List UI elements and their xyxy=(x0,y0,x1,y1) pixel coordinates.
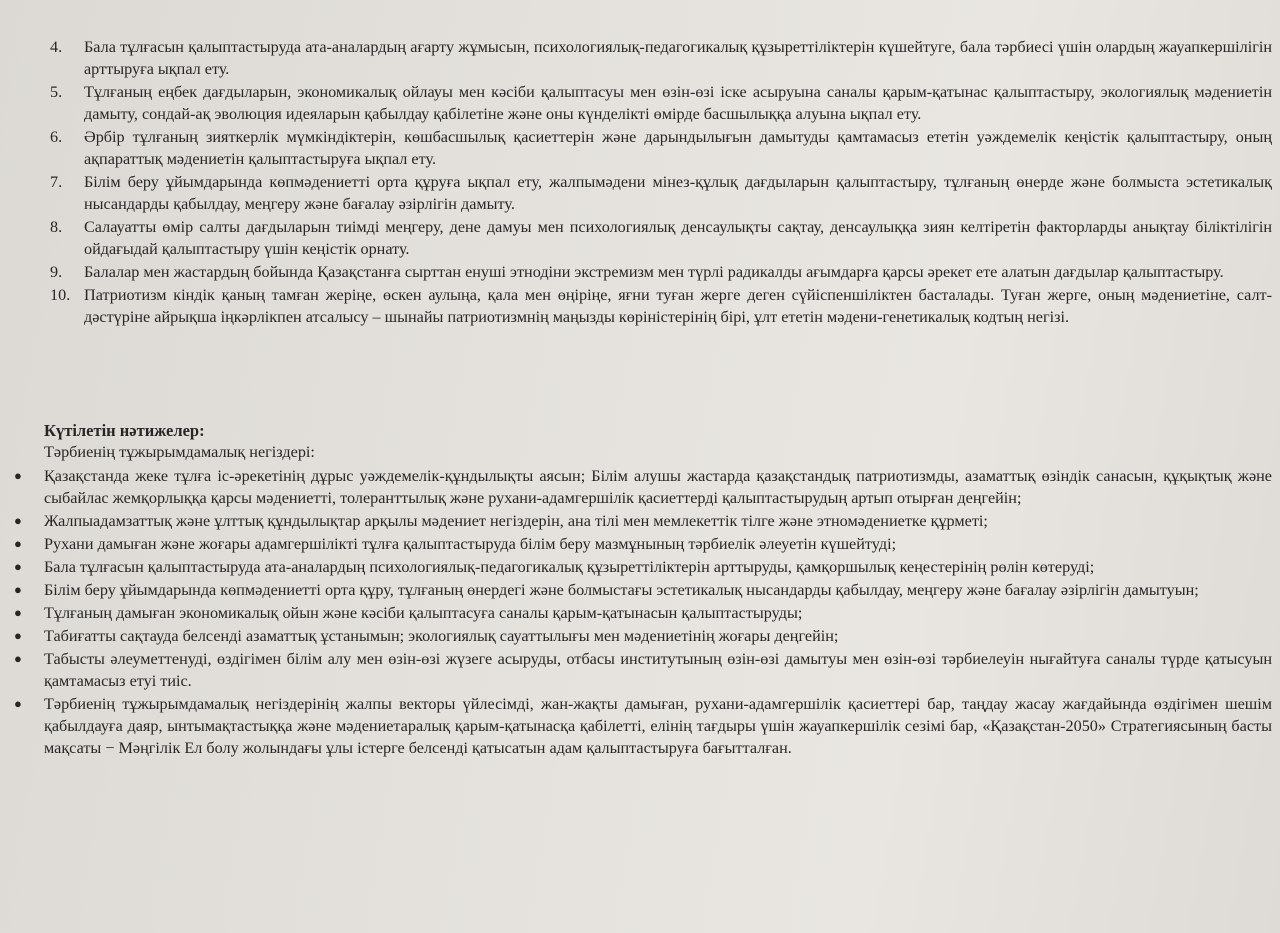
expected-results-section xyxy=(0,420,1272,760)
item-number: 9. xyxy=(50,263,63,281)
list-item xyxy=(50,171,1272,215)
list-item xyxy=(50,126,1272,170)
list-item xyxy=(50,81,1272,125)
bullet-icon: ● xyxy=(14,468,22,483)
item-text: Патриотизм кіндік қаның тамған жеріңе, өскен аулыңа, қала мен өңіріңе, яғни туған жерге деген сүйіспеншіліктен басталады. Туған жерге, оның мәдениетіне, салт-дәстүріне айрықша іңкәрлікпен атсалысу – шынайы патриотизмнің маңызды көріністерінің бірі, ұлт ететін мәдени-генетикалық кодтың негізі. xyxy=(84,286,1272,326)
list-item xyxy=(50,216,1272,260)
bullet-icon: ● xyxy=(14,536,22,551)
bullet-item xyxy=(0,510,1272,532)
bullet-text: Рухани дамыған және жоғары адамгершілікті тұлға қалыптастыруда білім беру мазмұнының тәрбиелік әлеуетін күшейтуді; xyxy=(44,535,897,553)
bullet-icon: ● xyxy=(14,628,22,643)
bullet-text: Тұлғаның дамыған экономикалық ойын және кәсіби қалыптасуға саналы қарым-қатынасын қалыптастыруды; xyxy=(44,604,803,622)
bullet-text: Бала тұлғасын қалыптастыруда ата-аналардың психологиялық-педагогикалық құзыреттіліктерін арттыруды, қамқоршылық кеңестерінің рөлін көтеруді; xyxy=(44,558,1095,576)
numbered-list xyxy=(50,36,1272,329)
item-text: Салауатты өмір салты дағдыларын тиімді меңгеру, дене дамуы мен психологиялық денсаулықты сақтау, денсаулыққа зиян келтіретін факторларды анықтау біліктілігін ойдағыдай қалыптастыру үшін кеңістік орнату. xyxy=(84,218,1272,258)
bullet-text: Білім беру ұйымдарында көпмәдениетті орта құру, тұлғаның өнердегі және болмыстағы эстетикалық нысандарды қабылдау, меңгеру және бағалау әзірлігін дамытуын; xyxy=(44,581,1199,599)
bullet-icon: ● xyxy=(14,696,22,711)
bullet-item xyxy=(0,465,1272,509)
item-number: 10. xyxy=(50,286,71,304)
item-text: Балалар мен жастардың бойында Қазақстанға сырттан енуші этнодіни экстремизм мен түрлі радикалды ағымдарға қарсы әрекет ете алатын дағдылар қалыптастыру. xyxy=(84,263,1224,281)
bullet-item xyxy=(0,533,1272,555)
bullet-item xyxy=(0,693,1272,759)
bullet-item xyxy=(0,556,1272,578)
list-item xyxy=(50,284,1272,328)
bullet-item xyxy=(0,625,1272,647)
bullet-text: Табиғатты сақтауда белсенді азаматтық ұстанымын; экологиялық сауаттылығы мен мәдениетінің жоғары деңгейін; xyxy=(44,627,839,645)
bullet-item xyxy=(0,602,1272,624)
item-text: Тұлғаның еңбек дағдыларын, экономикалық ойлауы мен кәсіби қалыптасуы мен өзін-өзі іске асыруына саналы қарым-қатынас қалыптастыру, экологиялық мәдениетін дамыту, сондай-ақ эволюция идеяларын қабылдау қабілетіне және оны күнделікті өмірде басшылыққа алуына ықпал ету. xyxy=(84,83,1272,123)
bullet-text: Тәрбиенің тұжырымдамалық негіздерінің жалпы векторы үйлесімді, жан-жақты дамыған, рухани-адамгершілік қасиеттері бар, таңдау жасау жағдайында өздігімен шешім қабылдауға даяр, ынтымақтастыққа және мәдениетаралық қарым-қатынасқа қабілетті, елінің тағдыры үшін жауапкершілік сезімі бар, «Қазақстан-2050» Стратегиясының басты мақсаты − Мәңгілік Ел болу жолындағы ұлы істерге белсенді қатысатын адам қалыптастыруға бағытталған. xyxy=(44,695,1272,757)
item-text: Әрбір тұлғаның зияткерлік мүмкіндіктерін, көшбасшылық қасиеттерін және дарындылығын дамытуды қамтамасыз ететін уәждемелік кеңістік қалыптастыру, оның ақпараттық мәдениетін қалыптастыруға ықпал ету. xyxy=(84,128,1272,168)
bullet-icon: ● xyxy=(14,513,22,528)
bullet-icon: ● xyxy=(14,605,22,620)
bullet-text: Қазақстанда жеке тұлға іс-әрекетінің дұрыс уәждемелік-құндылықты аясын; Білім алушы жастарда қазақстандық патриотизмды, азаматтық өзіндік санасын, құқықтық және сыбайлас жемқорлыққа қарсы мәдениетті, толеранттылық және рухани-адамгершілік қасиеттерді қалыптастырудың артып отырған деңгейін; xyxy=(44,467,1272,507)
item-number: 4. xyxy=(50,38,63,56)
bullet-icon: ● xyxy=(14,559,22,574)
item-text: Бала тұлғасын қалыптастыруда ата-аналардың ағарту жұмысын, психологиялық-педагогикалық құзыреттіліктерін күшейтуге, бала тәрбиесі үшін олардың жауапкершілігін арттыруға ықпал ету. xyxy=(84,38,1272,78)
bullet-item xyxy=(0,579,1272,601)
section-subheading: Тәрбиенің тұжырымдамалық негіздері: xyxy=(44,443,315,461)
list-item xyxy=(50,36,1272,80)
bullet-item xyxy=(0,648,1272,692)
bullet-icon: ● xyxy=(14,582,22,597)
section-heading: Күтілетін нәтижелер: xyxy=(44,421,205,440)
item-number: 7. xyxy=(50,173,63,191)
list-item xyxy=(50,261,1272,283)
bullet-text: Жалпыадамзаттық және ұлттық құндылықтар арқылы мәдениет негіздерін, ана тілі мен мемлекеттік тілге және этномәдениетке құрметі; xyxy=(44,512,988,530)
bullet-list xyxy=(0,465,1272,759)
item-number: 6. xyxy=(50,128,63,146)
item-number: 5. xyxy=(50,83,63,101)
bullet-text: Табысты әлеуметтенуді, өздігімен білім алу мен өзін-өзі жүзеге асыруды, отбасы институтының өзін-өзі дамытуы мен өзін-өзі тәрбиелеуін нығайтуға саналы түрде қатысуын қамтамасыз етуі тиіс. xyxy=(44,650,1272,690)
item-number: 8. xyxy=(50,218,63,236)
bullet-icon: ● xyxy=(14,651,22,666)
item-text: Білім беру ұйымдарында көпмәдениетті орта құруға ықпал ету, жалпымәдени мінез-құлық дағдыларын қалыптастыру, тұлғаның өнерде және болмыста эстетикалық нысандарды қабылдау, меңгеру және бағалау әзірлігін дамыту. xyxy=(84,173,1272,213)
